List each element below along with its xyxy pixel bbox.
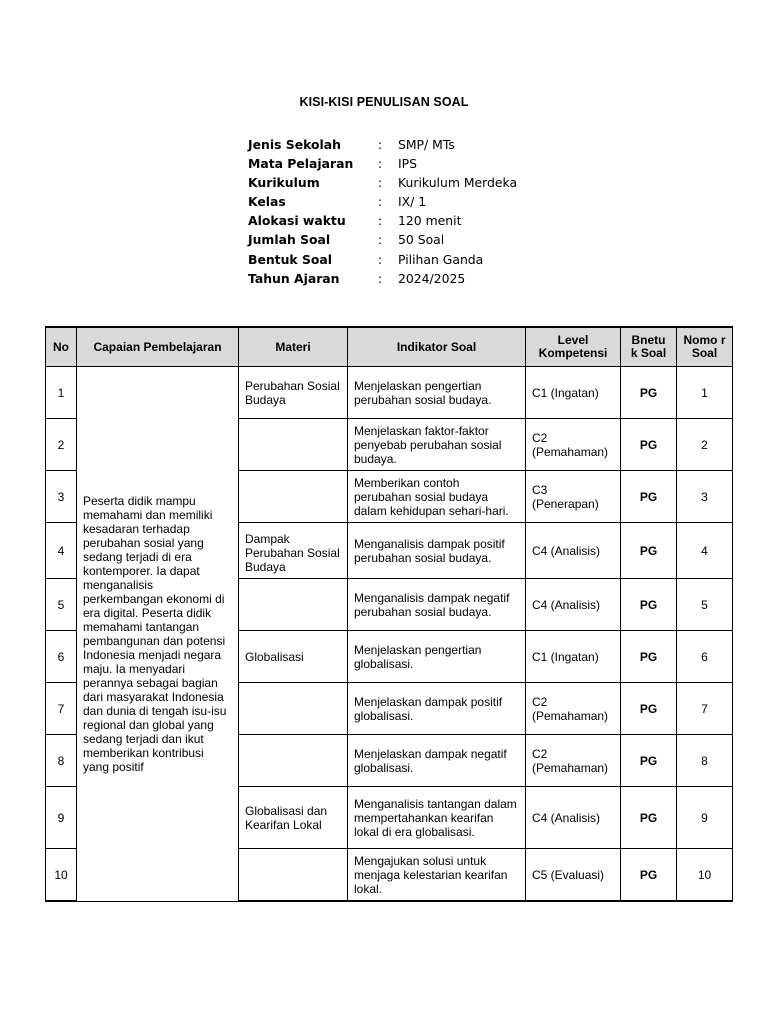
cell-bentuk: PG: [621, 579, 677, 631]
cell-materi: Globalisasi dan Kearifan Lokal: [239, 787, 348, 849]
info-value: 2024/2025: [398, 270, 466, 286]
cell-nomor: 2: [677, 419, 733, 471]
cell-nomor: 3: [677, 471, 733, 523]
info-label: Mata Pelajaran: [248, 156, 354, 172]
cell-indikator: Menjelaskan faktor-faktor penyebab perubahan sosial budaya.: [348, 419, 526, 471]
cell-materi: [239, 471, 348, 523]
info-label: Kelas: [248, 194, 286, 210]
header-bentuk: Bnetu k Soal: [621, 327, 677, 367]
header-materi: Materi: [239, 327, 348, 367]
info-colon: :: [378, 156, 383, 172]
cell-indikator: Menjelaskan pengertian perubahan sosial budaya.: [348, 367, 526, 419]
cell-indikator: Menganalisis dampak negatif perubahan sosial budaya.: [348, 579, 526, 631]
header-capaian: Capaian Pembelajaran: [77, 327, 239, 367]
cell-no: 1: [46, 367, 77, 419]
header-indikator: Indikator Soal: [348, 327, 526, 367]
cell-bentuk: PG: [621, 471, 677, 523]
cell-no: 5: [46, 579, 77, 631]
cell-indikator: Menganalisis dampak positif perubahan sosial budaya.: [348, 523, 526, 579]
cell-bentuk: PG: [621, 523, 677, 579]
cell-indikator: Menjelaskan dampak positif globalisasi.: [348, 683, 526, 735]
cell-indikator: Memberikan contoh perubahan sosial budaya dalam kehidupan sehari-hari.: [348, 471, 526, 523]
cell-bentuk: PG: [621, 631, 677, 683]
info-colon: :: [378, 137, 383, 152]
document-info: [248, 135, 517, 288]
cell-level: C4 (Analisis): [526, 787, 621, 849]
cell-materi: [239, 683, 348, 735]
cell-bentuk: PG: [621, 367, 677, 419]
cell-level: C2 (Pemahaman): [526, 683, 621, 735]
cell-no: 3: [46, 471, 77, 523]
cell-level: C2 (Pemahaman): [526, 419, 621, 471]
info-row-bentuk-soal: [248, 250, 517, 269]
info-colon: :: [378, 213, 383, 229]
info-row-jumlah-soal: [248, 230, 517, 249]
info-label: Kurikulum: [248, 175, 320, 191]
info-value: Pilihan Ganda: [398, 251, 484, 267]
info-value: Kurikulum Merdeka: [398, 175, 518, 191]
cell-nomor: 8: [677, 735, 733, 787]
cell-materi: [239, 579, 348, 631]
cell-materi: [239, 419, 348, 471]
cell-no: 7: [46, 683, 77, 735]
info-row-tahun-ajaran: [248, 269, 517, 288]
cell-nomor: 10: [677, 849, 733, 902]
info-label: Jumlah Soal: [248, 232, 331, 248]
info-value: IX/ 1: [398, 194, 427, 210]
info-label: Jenis Sekolah: [248, 137, 341, 152]
cell-no: 2: [46, 419, 77, 471]
info-row-jenis-sekolah: [248, 135, 517, 154]
cell-nomor: 9: [677, 787, 733, 849]
info-label: Tahun Ajaran: [248, 270, 340, 286]
info-row-mata-pelajaran: [248, 154, 517, 173]
info-row-kurikulum: [248, 173, 517, 192]
cell-no: 10: [46, 849, 77, 902]
info-colon: :: [378, 175, 383, 191]
cell-bentuk: PG: [621, 683, 677, 735]
cell-nomor: 1: [677, 367, 733, 419]
cell-no: 6: [46, 631, 77, 683]
cell-level: C1 (Ingatan): [526, 631, 621, 683]
info-colon: :: [378, 270, 383, 286]
info-colon: :: [378, 232, 383, 248]
cell-no: 4: [46, 523, 77, 579]
cell-nomor: 6: [677, 631, 733, 683]
cell-level: C3 (Penerapan): [526, 471, 621, 523]
info-colon: :: [378, 251, 383, 267]
question-grid-table: [45, 326, 733, 902]
info-value: 120 menit: [398, 213, 462, 229]
info-colon: :: [378, 194, 383, 210]
cell-nomor: 5: [677, 579, 733, 631]
info-row-kelas: [248, 192, 517, 211]
header-nomor: Nomo r Soal: [677, 327, 733, 367]
cell-level: C4 (Analisis): [526, 579, 621, 631]
cell-materi: [239, 849, 348, 902]
info-row-alokasi-waktu: [248, 211, 517, 230]
document-title: KISI-KISI PENULISAN SOAL: [299, 95, 469, 109]
cell-nomor: 4: [677, 523, 733, 579]
info-label: Bentuk Soal: [248, 251, 333, 267]
cell-bentuk: PG: [621, 419, 677, 471]
cell-materi: [239, 735, 348, 787]
table-header-row: [46, 327, 733, 367]
cell-materi: Perubahan Sosial Budaya: [239, 367, 348, 419]
info-value: IPS: [398, 156, 417, 172]
cell-materi: Dampak Perubahan Sosial Budaya: [239, 523, 348, 579]
cell-indikator: Menganalisis tantangan dalam mempertahankan kearifan lokal di era globalisasi.: [348, 787, 526, 849]
cell-bentuk: PG: [621, 849, 677, 902]
cell-nomor: 7: [677, 683, 733, 735]
info-value: 50 Soal: [398, 232, 445, 248]
cell-indikator: Mengajukan solusi untuk menjaga kelestarian kearifan lokal.: [348, 849, 526, 902]
cell-level: C1 (Ingatan): [526, 367, 621, 419]
cell-no: 9: [46, 787, 77, 849]
cell-level: C4 (Analisis): [526, 523, 621, 579]
cell-level: C2 (Pemahaman): [526, 735, 621, 787]
header-no: No: [46, 327, 77, 367]
cell-indikator: Menjelaskan pengertian globalisasi.: [348, 631, 526, 683]
header-level: Level Kompetensi: [526, 327, 621, 367]
cell-capaian-pembelajaran: Peserta didik mampu memahami dan memiliki kesadaran terhadap perubahan sosial yang sedang terjadi di era kontemporer. Ia dapat menganalisis perkembangan ekonomi di era digital. Peserta didik memahami tantangan pembangunan dan potensi Indonesia menjadi negara maju. Ia menyadari perannya sebagai bagian dari masyarakat Indonesia dan dunia di tengah isu-isu regional dan global yang sedang terjadi dan ikut memberikan kontribusi yang positif: [77, 367, 239, 902]
cell-indikator: Menjelaskan dampak negatif globalisasi.: [348, 735, 526, 787]
cell-level: C5 (Evaluasi): [526, 849, 621, 902]
info-value: SMP/ MTs: [398, 137, 455, 152]
cell-materi: Globalisasi: [239, 631, 348, 683]
table-row: [46, 367, 733, 419]
info-label: Alokasi waktu: [248, 213, 346, 229]
cell-no: 8: [46, 735, 77, 787]
cell-bentuk: PG: [621, 787, 677, 849]
cell-bentuk: PG: [621, 735, 677, 787]
